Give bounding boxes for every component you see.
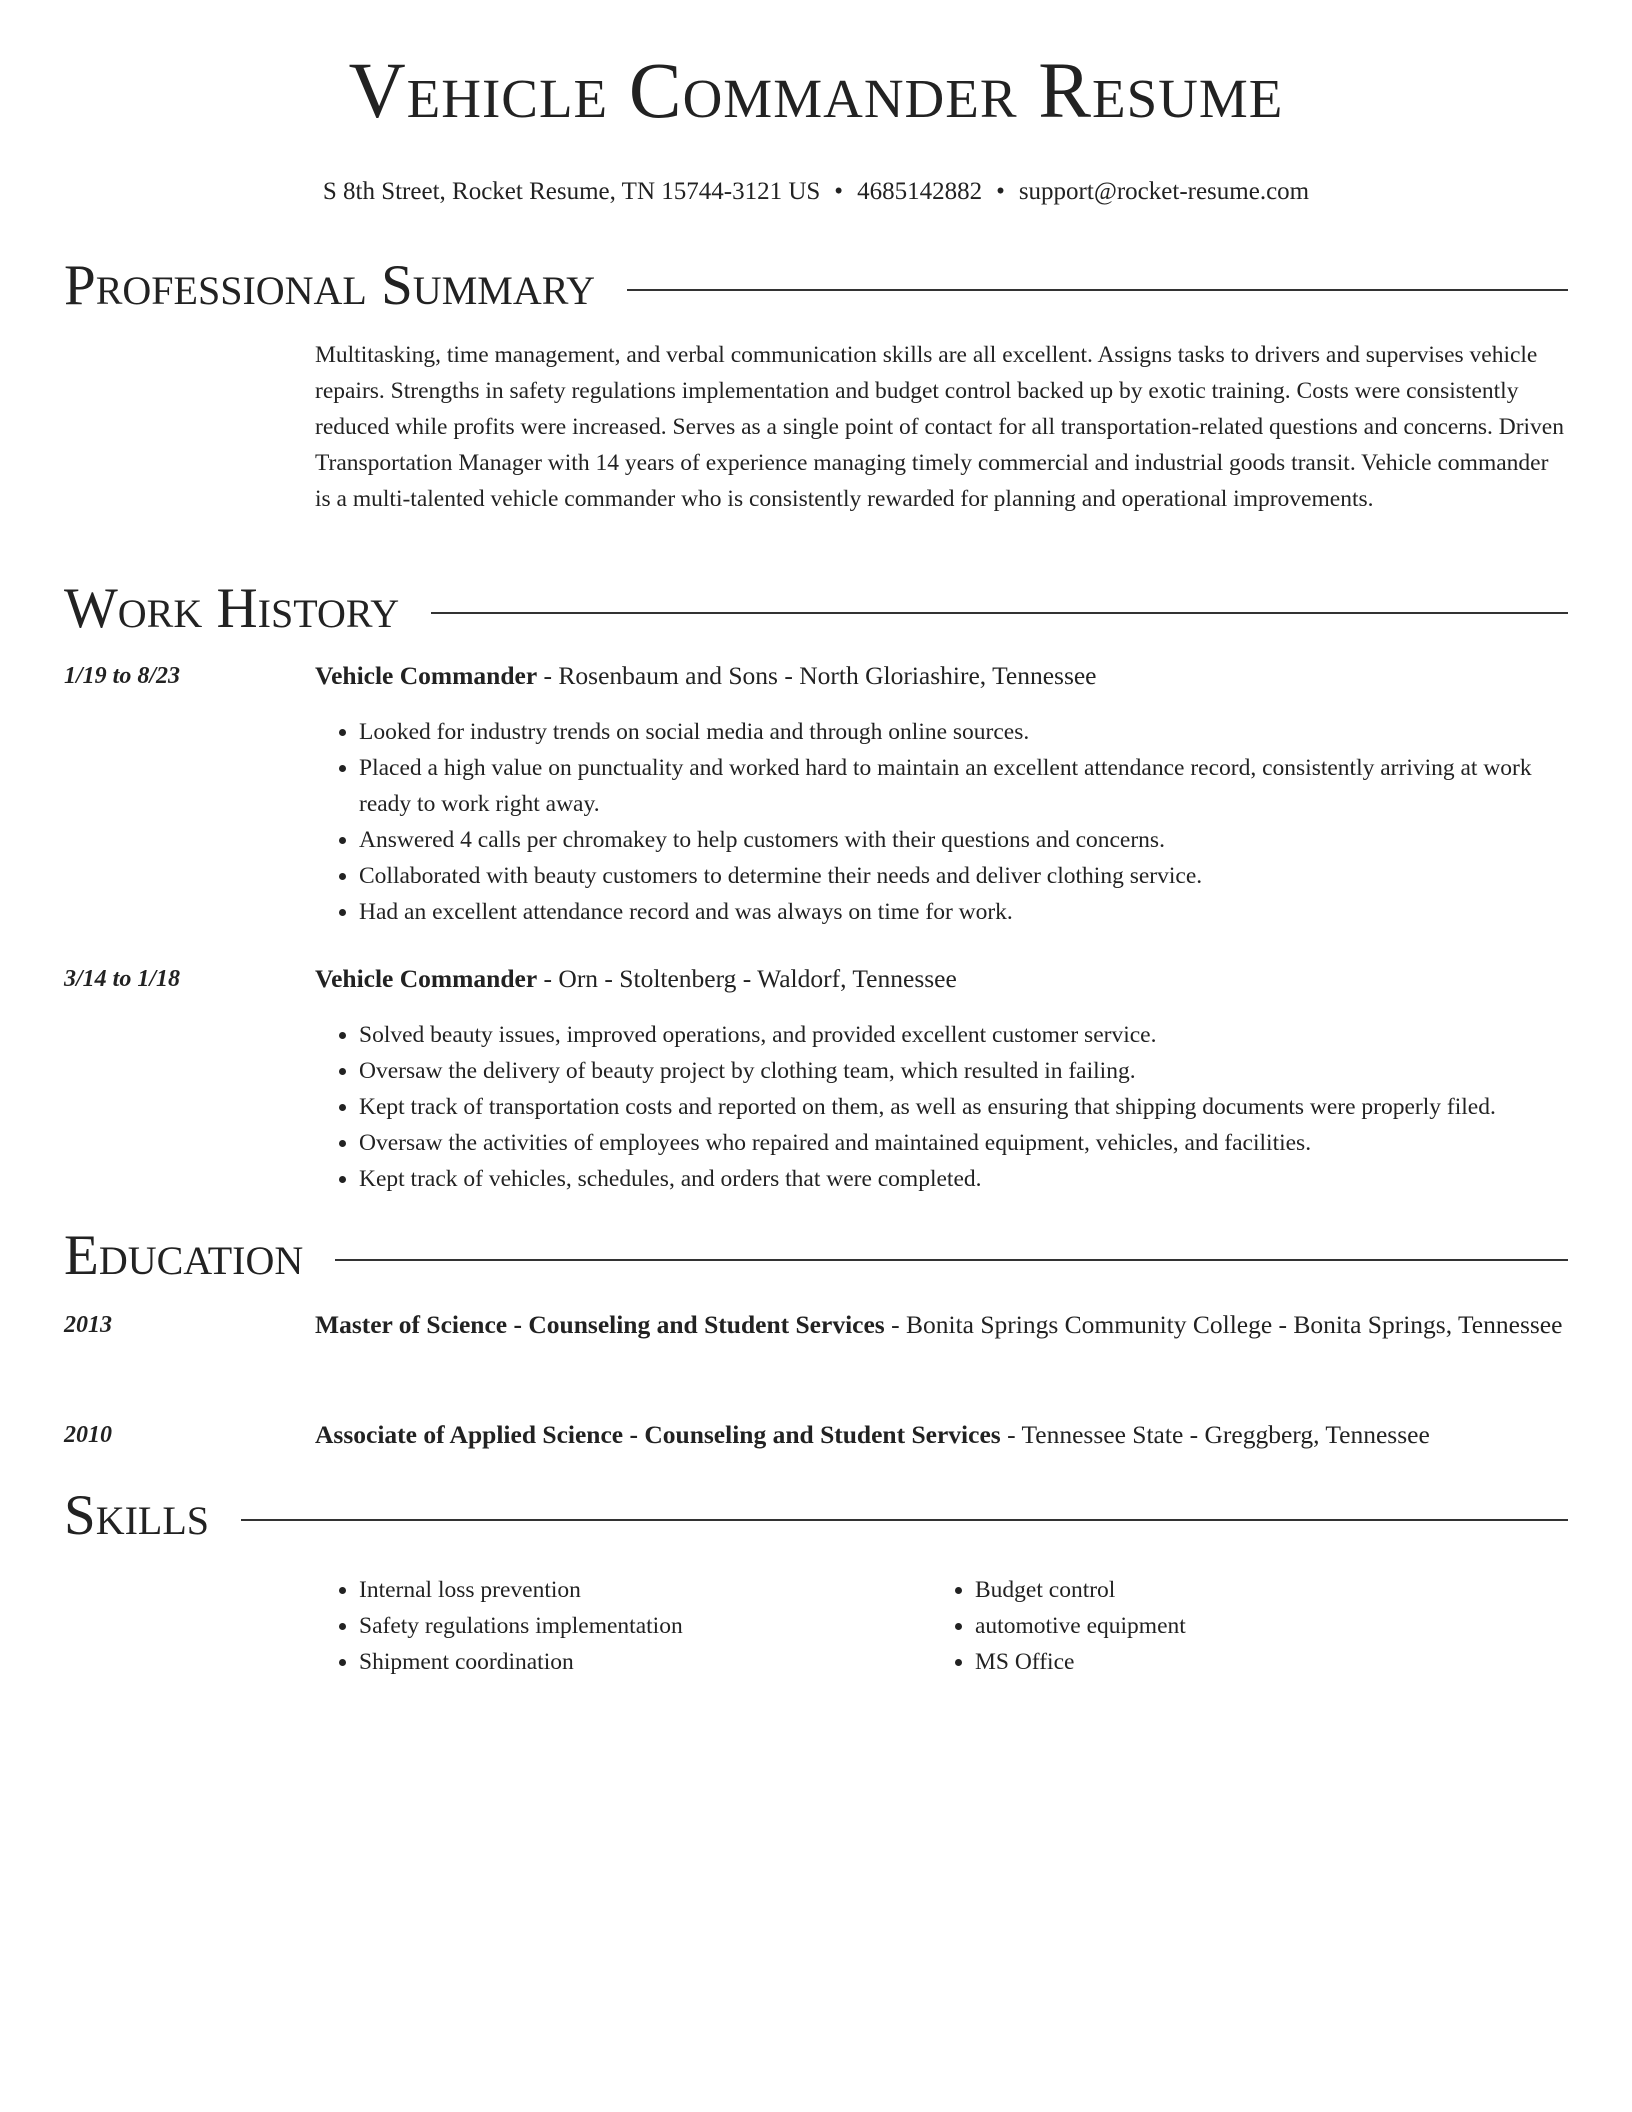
school-info: - Bonita Springs Community College - Bonita Springs, Tennessee bbox=[884, 1310, 1563, 1339]
job-employer: - Rosenbaum and Sons - North Gloriashire, Tennessee bbox=[537, 661, 1097, 690]
section-divider bbox=[335, 1259, 1568, 1261]
list-item: • Looked for industry trends on social media and through online sources. bbox=[359, 714, 1568, 750]
skill-item: • Budget control bbox=[975, 1572, 1531, 1608]
skills-list-left bbox=[315, 1572, 915, 1680]
list-item: • Oversaw the delivery of beauty project by clothing team, which resulted in failing. bbox=[359, 1053, 1568, 1089]
summary-text: Multitasking, time management, and verbal communication skills are all excellent. Assigns tasks to drivers and supervises vehicle repairs. Strengths in safety regulations implementation and budget control backed up by exotic training. Costs were consistently reduced while profits were increased. Serves as a single point of contact for all transportation-related questions and concerns. Driven Transportation Manager with 14 years of experience managing timely commercial and industrial goods transit. Vehicle commander is a multi-talented vehicle commander who is consistently rewarded for planning and operational improvements. bbox=[315, 342, 1564, 512]
degree-title: Associate of Applied Science - Counseling and Student Services bbox=[315, 1420, 1001, 1449]
skills-list-right bbox=[931, 1572, 1531, 1680]
contact-separator: • bbox=[996, 178, 1005, 205]
education-year: 2010 bbox=[64, 1422, 112, 1448]
contact-line bbox=[64, 177, 1568, 207]
job-employer: - Orn - Stoltenberg - Waldorf, Tennessee bbox=[537, 964, 957, 993]
section-title-skills: Skills bbox=[64, 1484, 210, 1547]
education-heading bbox=[315, 1415, 1568, 1455]
list-item: • Collaborated with beauty customers to determine their needs and deliver clothing service. bbox=[359, 858, 1568, 894]
job-title: Vehicle Commander bbox=[315, 661, 538, 690]
job-dates: 3/14 to 1/18 bbox=[64, 966, 181, 992]
skill-item: • automotive equipment bbox=[975, 1608, 1531, 1644]
section-divider bbox=[627, 289, 1568, 291]
section-title-education: Education bbox=[64, 1224, 304, 1287]
list-item: • Placed a high value on punctuality and worked hard to maintain an excellent attendance record, consistently arriving at work ready to work right away. bbox=[359, 750, 1568, 822]
section-divider bbox=[431, 612, 1568, 614]
skill-item: • Internal loss prevention bbox=[359, 1572, 915, 1608]
skill-item: • Shipment coordination bbox=[359, 1644, 915, 1680]
list-item: • Oversaw the activities of employees who repaired and maintained equipment, vehicles, and facilities. bbox=[359, 1125, 1568, 1161]
job-heading bbox=[315, 656, 1568, 696]
contact-separator: • bbox=[834, 178, 844, 205]
list-item: • Kept track of vehicles, schedules, and orders that were completed. bbox=[359, 1161, 1568, 1197]
list-item: • Had an excellent attendance record and was always on time for work. bbox=[359, 894, 1568, 930]
job-title: Vehicle Commander bbox=[315, 964, 538, 993]
resume-title: Vehicle Commander Resume bbox=[348, 48, 1284, 135]
education-year: 2013 bbox=[64, 1312, 112, 1338]
section-title-summary: Professional Summary bbox=[64, 254, 596, 317]
section-title-work: Work History bbox=[64, 577, 400, 640]
job-dates: 1/19 to 8/23 bbox=[64, 663, 181, 689]
list-item: • Solved beauty issues, improved operations, and provided excellent customer service. bbox=[359, 1017, 1568, 1053]
education-heading bbox=[315, 1305, 1568, 1345]
contact-phone: 4685142882 bbox=[857, 178, 983, 205]
contact-address: S 8th Street, Rocket Resume, TN 15744-3121 US bbox=[322, 178, 821, 205]
section-divider bbox=[241, 1519, 1568, 1521]
contact-email: support@rocket-resume.com bbox=[1018, 178, 1310, 205]
list-item: • Answered 4 calls per chromakey to help customers with their questions and concerns. bbox=[359, 822, 1568, 858]
skill-item: • MS Office bbox=[975, 1644, 1531, 1680]
job-heading bbox=[315, 959, 1568, 999]
job-bullets bbox=[315, 714, 1568, 930]
job-bullets bbox=[315, 1017, 1568, 1197]
school-info: - Tennessee State - Greggberg, Tennessee bbox=[1000, 1420, 1430, 1449]
section-heading-summary bbox=[64, 254, 1568, 317]
skill-item: • Safety regulations implementation bbox=[359, 1608, 915, 1644]
section-heading-skills bbox=[64, 1484, 1568, 1547]
list-item: • Kept track of transportation costs and reported on them, as well as ensuring that shipping documents were properly filed. bbox=[359, 1089, 1568, 1125]
section-heading-education bbox=[64, 1224, 1568, 1287]
section-heading-work bbox=[64, 577, 1568, 640]
degree-title: Master of Science - Counseling and Student Services bbox=[315, 1310, 885, 1339]
